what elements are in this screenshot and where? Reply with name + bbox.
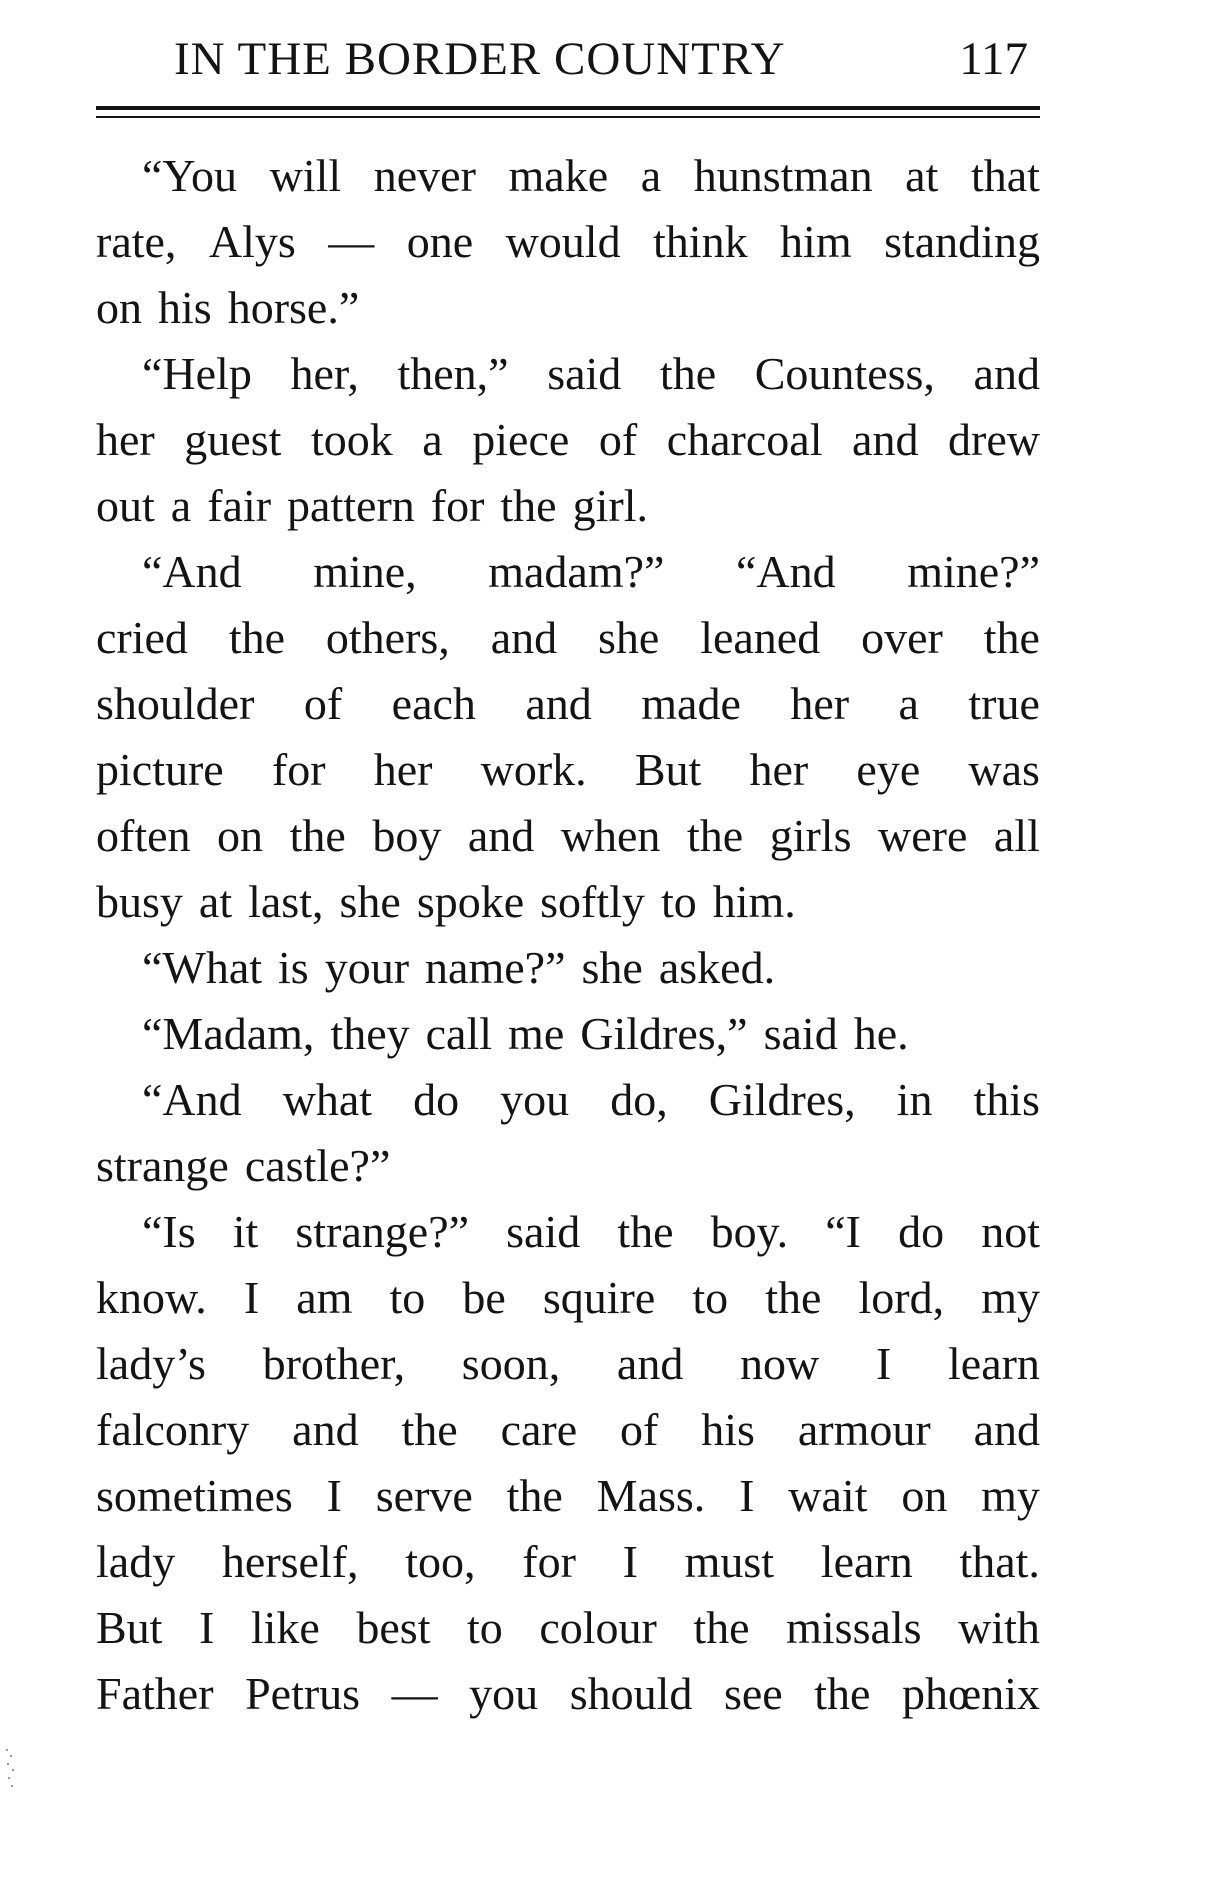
word: last, [248,876,324,927]
word: leaned [700,612,821,663]
word: her [790,678,850,729]
word: know. [96,1272,207,1323]
word: the [228,612,286,663]
word: others, [325,612,450,663]
word: strange [96,1140,229,1191]
word: I [326,1470,342,1521]
word: “I [825,1206,862,1257]
page-number: 117 [959,33,1028,85]
word: often [96,810,191,861]
word: the [814,1668,871,1719]
word: busy [96,876,183,927]
word: said [547,348,622,399]
word: on [217,810,264,861]
word: “And [736,546,836,597]
word: each [391,678,476,729]
word: girls [769,810,852,861]
word: do [413,1074,460,1125]
word: missals [786,1602,922,1653]
text-line [96,1199,1040,1265]
word: I [199,1602,215,1653]
word: he. [853,1008,909,1059]
word: standing [884,216,1040,267]
word: made [641,678,741,729]
word: picture [96,744,224,795]
word: a [170,480,192,531]
word: to [389,1272,426,1323]
word: never [373,150,476,201]
word: her [373,744,433,795]
word: castle?” [244,1140,391,1191]
word: said [763,1008,838,1059]
word: Alys [208,216,296,267]
word: and [525,678,592,729]
word: must [684,1536,775,1587]
text-line [96,1265,1040,1331]
body-text [96,143,1040,1727]
text-line [96,407,1040,473]
text-line [96,605,1040,671]
word: best [356,1602,431,1653]
word: — [391,1668,438,1719]
word: and [490,612,558,663]
word: make [508,150,609,201]
word: do, [610,1074,668,1125]
word: with [958,1602,1040,1653]
word: my [981,1272,1040,1323]
word: call [425,1008,493,1059]
word: is [278,942,309,993]
word: “Madam, [142,1008,315,1059]
word: pattern [287,480,415,531]
word: not [981,1206,1040,1257]
word: girl. [572,480,648,531]
text-line [96,473,1040,539]
word: they [330,1008,410,1059]
word: and [616,1338,684,1389]
text-line [96,143,1040,209]
word: in [896,1074,933,1125]
text-line [96,737,1040,803]
word: at [198,876,233,927]
word: too, [405,1536,476,1587]
word: But [634,744,702,795]
word: a [640,150,662,201]
word: the [693,1602,750,1653]
word: the [500,480,557,531]
word: said [506,1206,581,1257]
word: you [500,1074,570,1125]
word: wait [788,1470,868,1521]
word: the [983,612,1040,663]
word: for [522,1536,576,1587]
word: her, [290,348,359,399]
word: Countess, [754,348,935,399]
word: the [617,1206,674,1257]
word: I [739,1470,755,1521]
word: asked. [658,942,776,993]
word: and [852,414,919,465]
word: she [581,942,643,993]
word: herself, [221,1536,359,1587]
word: work. [480,744,587,795]
word: all [993,810,1040,861]
word: the [765,1272,822,1323]
word: soon, [461,1338,561,1389]
word: mine?” [907,546,1040,597]
word: for [271,744,326,795]
word: the [506,1470,563,1521]
word: spoke [416,876,525,927]
word: a [422,414,443,465]
header-rule-thin [96,116,1040,118]
word: eye [856,744,921,795]
word: she [339,876,401,927]
word: learn [820,1536,913,1587]
word: you [469,1668,539,1719]
word: mine, [313,546,417,597]
word: the [686,810,744,861]
word: Petrus [245,1668,361,1719]
word: be [462,1272,506,1323]
word: this [973,1074,1040,1125]
text-line [96,275,1040,341]
word: should [569,1668,693,1719]
text-line [96,1331,1040,1397]
word: to [660,876,697,927]
text-line [96,341,1040,407]
word: “And [142,546,242,597]
word: now [740,1338,820,1389]
word: strange?” [295,1206,470,1257]
word: and [973,1404,1040,1455]
word: on [901,1470,948,1521]
word: serve [375,1470,473,1521]
word: on [96,282,142,333]
word: his [158,282,212,333]
margin-specks [4,1745,18,1795]
word: armour [797,1404,931,1455]
word: care [500,1404,578,1455]
word: then,” [397,348,509,399]
word: of [620,1404,659,1455]
word: “Is [142,1206,196,1257]
word: I [622,1536,638,1587]
word: boy [372,810,442,861]
word: lady [96,1536,176,1587]
word: that [970,150,1040,201]
word: But [96,1602,163,1653]
word: learn [948,1338,1040,1389]
word: him. [712,876,796,927]
word: “And [142,1074,242,1125]
word: Father [96,1668,214,1719]
word: “Help [142,348,252,399]
word: lady’s [96,1338,206,1389]
word: took [310,414,393,465]
word: guest [184,414,282,465]
word: brother, [262,1338,406,1389]
word: true [968,678,1040,729]
word: one [406,216,474,267]
word: and [292,1404,359,1455]
word: Gildres,” [580,1008,748,1059]
word: the [289,810,346,861]
page-header [96,28,1040,88]
word: lord, [858,1272,945,1323]
word: sometimes [96,1470,293,1521]
word: him [780,216,852,267]
word: and [467,810,535,861]
word: phœnix [901,1668,1040,1719]
word: drew [948,414,1040,465]
word: your [324,942,410,993]
word: “What [142,942,263,993]
word: were [878,810,968,861]
word: for [430,480,485,531]
word: see [723,1668,783,1719]
word: think [653,216,748,267]
text-line [96,1661,1040,1727]
word: charcoal [666,414,823,465]
word: his [701,1404,755,1455]
word: the [401,1404,458,1455]
text-line [96,539,1040,605]
word: am [296,1272,353,1323]
word: at [905,150,939,201]
word: cried [96,612,188,663]
word: hunstman [693,150,873,201]
word: — [328,216,375,267]
word: she [597,612,660,663]
text-line [96,803,1040,869]
word: I [875,1338,892,1389]
text-line [96,1397,1040,1463]
word: falconry [96,1404,250,1455]
word: of [303,678,343,729]
word: out [96,480,155,531]
text-line [96,1529,1040,1595]
word: squire [542,1272,656,1323]
word: fair [207,480,272,531]
word: piece [472,414,570,465]
word: Gildres, [708,1074,856,1125]
word: her [749,744,809,795]
word: I [243,1272,260,1323]
text-line [96,1463,1040,1529]
text-line [96,935,1040,1001]
word: will [269,150,342,201]
text-line [96,671,1040,737]
word: it [232,1206,259,1257]
word: what [282,1074,373,1125]
word: would [505,216,621,267]
text-line [96,1067,1040,1133]
word: her [96,414,155,465]
text-line [96,209,1040,275]
word: name?” [425,942,566,993]
word: boy. [710,1206,789,1257]
word: rate, [96,216,177,267]
running-head: IN THE BORDER COUNTRY [174,33,786,85]
word: to [692,1272,729,1323]
word: and [973,348,1040,399]
word: my [981,1470,1040,1521]
word: me [508,1008,565,1059]
word: to [467,1602,503,1653]
word: colour [539,1602,657,1653]
word: a [898,678,919,729]
word: like [250,1602,320,1653]
word: Mass. [596,1470,706,1521]
word: that. [959,1536,1040,1587]
word: “You [142,150,238,201]
word: do [898,1206,945,1257]
word: softly [540,876,645,927]
word: horse.” [227,282,360,333]
word: over [861,612,943,663]
word: madam?” [488,546,665,597]
word: was [968,744,1040,795]
text-line [96,869,1040,935]
word: the [659,348,717,399]
text-line [96,1595,1040,1661]
header-rule-thick [96,106,1040,110]
text-line [96,1001,1040,1067]
text-line [96,1133,1040,1199]
word: shoulder [96,678,255,729]
word: when [560,810,661,861]
word: of [598,414,638,465]
